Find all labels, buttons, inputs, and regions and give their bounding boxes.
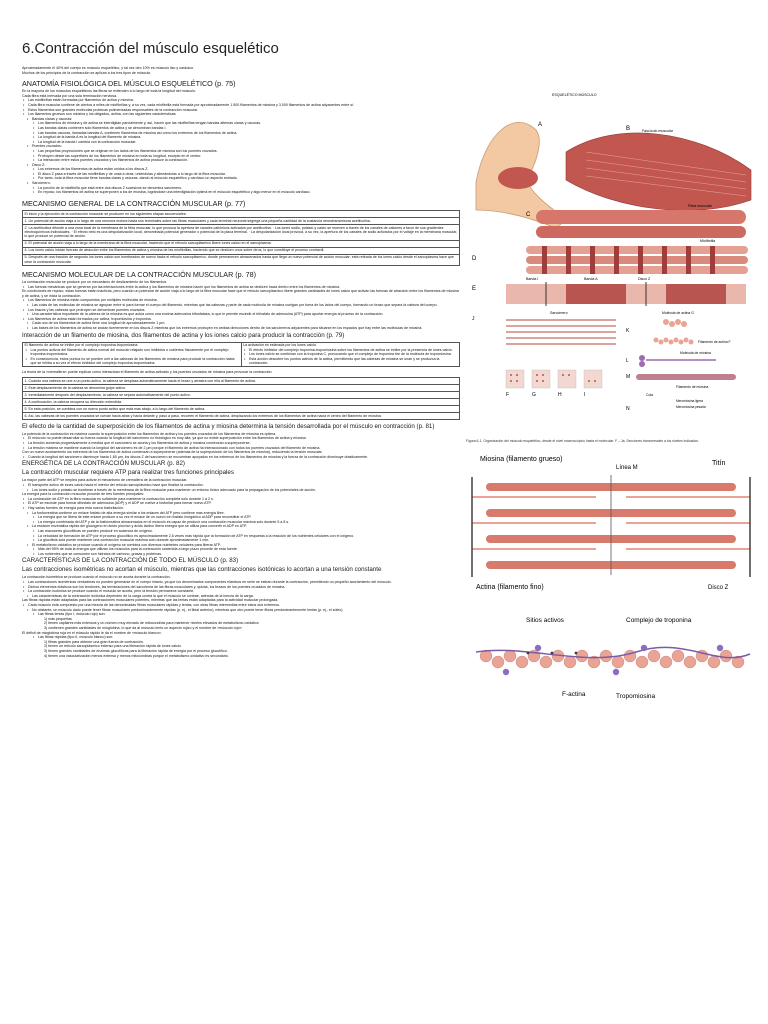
label-f-actina: F-actina [562, 691, 586, 699]
list-item: • Las colas de las moléculas de miosina se agrupan entre sí para formar el cuerpo del filamento, mientras que las cabezas y parte de cada molécula de miosina cuelgan por fuera de los lados del cuerpo, formando un brazo que separa la cabeza del cuerpo. [32, 303, 460, 308]
list-item: • El ATP se escinde para formar difosfato de adenosina (ADP) y el ADP se vuelve a fosforilar para formar nuevo ATP. [28, 501, 460, 506]
bullet-list [22, 321, 460, 330]
list-item: • El transporte activo de iones calcio hacia el interior del retículo sarcoplásmico hace que finalice la contracción. [28, 483, 460, 488]
paragraph: La contracción isométrica se produce cuando el músculo no se acorta durante la contracción. [22, 575, 171, 580]
table-cell: 2. La acetilcolina difunde a una zona local de la membrana de la fibra muscular, lo que provoca la apertura de canales catiónicos activados por acetilcolina. · Los iones sodio, potasio y calcio se mueven a través de los canales de cationes a favor de sus gradientes electroquímicos individuales. · El efecto neto es una despolarización local, denominada potencial generador o potencial de la placa terminal. · La despolarización local provoca, a su vez, la apertura de los canales de sodio activados por el voltaje en la membrana muscular, lo que produce un potencial de acción. [23, 224, 460, 240]
list-item: • La tensión máxima se mantiene cuando la longitud del sarcómero es de 2 µm porque el filamento de actina ha interaccionado con todos los puentes cruzados del filamento de miosina. [28, 446, 460, 451]
muscle-organization-figure [466, 70, 756, 432]
bullet-list [22, 515, 460, 524]
list-item: • La interacción entre estos puentes cruzados y los filamentos de actina produce la contracción. [38, 158, 460, 163]
paragraph: La energía para la contracción muscular procede de tres fuentes principales: [22, 492, 145, 497]
numbered-list [22, 617, 460, 631]
list-item: • El músculo no puede desarrollar su fuerza cuando la longitud del sarcómero no fisiológico es muy alta, ya que no existe superposición entre los filamentos de actina y miosina. [28, 436, 460, 441]
list-item: • Las bandas oscuras, llamadas bandas A, contienen filamentos de miosina así como los extremos de los filamentos de actina. [38, 131, 460, 136]
table-cell [23, 342, 242, 367]
bullet-list [22, 497, 460, 511]
paragraph: Las fibras rápidas están adaptadas para las contracciones musculares potentes, mientras que las lentas están adaptadas para la actividad muscular prolongada. [22, 598, 279, 603]
bullet-list [22, 455, 460, 460]
list-item: 3) contienen grandes cantidades de mioglobina, lo que da al músculo lento un aspecto rojizo y el nombre de «músculo rojo». [44, 626, 243, 630]
list-item: • Cada músculo está compuesto por una mezcla de las denominadas fibras musculares rápidas y lentas, con otras fibras intermedias entre estos dos extremos. [28, 603, 460, 608]
bullet-list [22, 580, 460, 589]
bullet-list [22, 167, 460, 181]
list-item: • La energía que se libera de este enlace produce a su vez el enlace de un nuevo ion fosfato inorgánico al ADP para reconstituir el ATP. [38, 515, 460, 520]
table-cell [241, 342, 460, 367]
label-disco-z2: Disco Z [708, 585, 729, 592]
letter-d: D [472, 256, 477, 262]
list-item: • Las contracciones isométricas verdaderas no pueden generarse en el cuerpo intacto, ya que los denominados componentes elásticos en serie se estiran durante la contracción, permitiendo un pequeño acortamiento del músculo. [28, 580, 460, 585]
section-subheading: Las contracciones isométricas no acortan el músculo, mientras que las contracciones isotónicas lo acortan a una tensión constante [22, 566, 382, 574]
bullet-list [22, 612, 460, 617]
label-actina-g: Molécula de actina G [662, 311, 694, 315]
cell-line: La activación es estimada por los iones calcio. [243, 343, 317, 348]
list-item: • La contracción de ATP en la fibra muscular es suficiente para mantener la contracción completa solo durante 1 a 2 s. [28, 497, 460, 502]
list-item: • Las características de la contracción isotónica dependen de la carga contra la que el músculo se contrae, además de la inercia de la carga. [32, 594, 460, 599]
cell-line: El filamento de actina se inhibe por el complejo troponina-tropomiosina. [24, 343, 139, 348]
paragraph: La teoría de la «cremallera» puede explicar cómo interactúan el filamento de actina activado y los puentes cruzados de miosina para provocar la contracción. [22, 370, 273, 375]
list-item: • Las fibras lentas (tipo I, músculo rojo) son: [38, 612, 460, 617]
list-item: • Las bandas claras contienen solo filamentos de actina y se denominan bandas I. [38, 126, 460, 131]
list-item: 2) tienen un retículo sarcoplásmico extenso para una liberación rápida de iones calcio. [44, 644, 182, 649]
tropomyosin-strand [476, 648, 750, 658]
table-cell: 4. Los iones calcio inician fuerzas de atracción entre los filamentos de actina y miosina de las miofibrillas, haciendo que se deslicen unos sobre otros, lo que constituye el proceso contráctil. [23, 247, 460, 254]
table-cell: 1. Cuando una cabeza se une a un punto activo, la cabeza se desplaza automáticamente hacia el brazo y arrastra con ella al filamento de actina. [23, 377, 460, 384]
letter-f: F [506, 392, 510, 398]
paragraph: En la mayoría de los músculos esqueléticos las fibras se extienden a lo largo de toda la longitud del músculo. [22, 89, 196, 94]
steps-table [22, 377, 460, 420]
letter-m: M [626, 374, 631, 380]
bullet-list [22, 149, 460, 163]
label-fasciculo: Fascículo muscular [642, 129, 673, 133]
table-cell: 6. Así, las cabezas de los puentes cruzados se curvan hacia atrás y hacia delante y, paso a paso, recorren el filamento de actina, desplazando los extremos de los filamentos de actina hacia el centro del filamento de miosina. [23, 412, 460, 419]
muscle-fibers [536, 210, 746, 238]
label-banda-i: Banda I [526, 277, 539, 281]
sarcomere-filaments-figure [466, 447, 756, 597]
list-item: • Esta acción descubre los puntos activos de la actina, permitiendo que las cabezas de miosina se unan y se produzca la contracción. [249, 357, 458, 366]
list-item: • Las fibras rápidas (tipo II, músculo blanco) son: [38, 635, 460, 640]
letter-b: B [626, 126, 631, 132]
label-titin: Titín [712, 460, 726, 468]
list-item: • Por tanto, toda la fibra muscular tiene bandas claras y oscuras, dando al músculo esquelético y cardíaco un aspecto estriado. [38, 176, 460, 181]
list-item: • Las bases de los filamentos de actina se anclan fuertemente en los discos Z mientras que los extremos protruyen en ambas direcciones dentro de los sarcómeros adyacentes para situarse en los espacios que hay entre las moléculas de miosina. [32, 326, 460, 331]
list-item: • Los filamentos gruesos son miosina y los delgados, actina, con las siguientes características: [28, 112, 460, 117]
table-cell: 3. El potencial de acción viaja a lo largo de la membrana de la fibra muscular, haciendo que el retículo sarcoplásmico libere iones calcio en el sarcoplasma. [23, 240, 460, 247]
table-cell: El inicio y la ejecución de la contracción muscular se producen en los siguientes etapas secuenciales: [23, 210, 460, 217]
label-molecula-miosina: Molécula de miosina [680, 351, 711, 355]
letter-j: J [472, 316, 475, 322]
list-item: • La tensión aumenta progresivamente a medida que el sarcómero se acorta y los filamentos de actina y miosina comienzan a superponerse. [28, 441, 460, 446]
section-heading: ENERGÉTICA DE LA CONTRACCIÓN MUSCULAR (p. 82) [22, 460, 185, 468]
label-sitios-activos: Sitios activos [526, 617, 564, 625]
paragraph: El déficit de mioglobina roja en el músculo rápido le da el nombre de «músculo blanco». [22, 630, 162, 635]
list-item: • En consecuencia, estos puntos no se pueden unir a las cabezas de los filamentos de miosina para producir la contracción hasta que se inhiba a su vez el efecto inhibidor del complejo troponina-tropomiosina. [31, 357, 240, 366]
list-item: 1) más pequeñas [44, 616, 72, 621]
label-disco-z: Disco Z [638, 277, 651, 281]
bullet-list [22, 436, 460, 450]
page-title: 6.Contracción del músculo esquelético [22, 40, 279, 57]
paragraph: La potencia de la contracción es máxima cuando la superposición entre los filamentos de actina y los puentes cruzados de los filamentos de miosina es óptima. [22, 431, 277, 436]
paragraph: La contracción muscular se produce por un mecanismo de deslizamiento de los filamentos. [22, 280, 168, 285]
table-cell: 4. A continuación, la cabeza recupera su dirección extendida. [23, 398, 460, 405]
list-item: • Los nutrientes que se consumen son hidratos de carbono, grasas y proteínas. [38, 552, 460, 557]
bullet-list [22, 121, 460, 144]
bullet-list [22, 186, 460, 195]
list-item: • En reposo, los filamentos de actina se superponen a los de miosina, lográndose una interdigitación óptima en el músculo esquelético y algo menor en el músculo cardíaco. [38, 190, 460, 195]
intro-line: Aproximadamente el 40% del cuerpo es músculo esquelético, y tal vez otro 10% es músculo liso y cardíaco. [22, 66, 194, 70]
label-filamento-miosina: Filamento de miosina [676, 385, 709, 389]
list-item: • La glucólisis sola puede mantener una contracción muscular máxima solo durante aproximadamente 1 min. [38, 538, 460, 543]
list-item: • Los puntos activos del filamento de actina normal del músculo relajado son inhibidos o cubiertos físicamente por el complejo troponina-tropomiosina. [31, 348, 240, 357]
label-banda-a: Banda A [584, 277, 598, 281]
label-meromiosina-ligera: Meromiosina ligera [676, 399, 703, 403]
figure-column [466, 70, 756, 713]
list-item: • Más del 95% de toda la energía que utilizan los músculos para la contracción sostenida a largo plazo procede de esta fuente. [38, 547, 460, 552]
list-item: • La longitud de la banda A es la longitud del filamento de miosina. [38, 135, 460, 140]
section-heading: ANATOMÍA FISIOLÓGICA DEL MÚSCULO ESQUELÉTICO (p. 75) [22, 79, 236, 89]
label-miosina-grueso: Miosina (filamento grueso) [480, 456, 563, 464]
label-actina-f: Filamento de actina F [698, 340, 731, 344]
interaction-table [22, 342, 460, 368]
section-heading: Interacción de un filamento de miosina, dos filamentos de actina y los iones calcio para producir la contracción (p. 79) [22, 331, 345, 339]
figure-caption: Figura 6-1. Organización del músculo esquelético, desde el nivel macroscópico hasta el molecular. F – Ja. Secciones transversales a los niveles indicados. [466, 439, 699, 443]
list-item: • Cada fibra muscular contiene de cientos a miles de miofibrillas y, a su vez, cada miofibrilla está formada por aproximadamente 1.500 filamentos de miosina y 3.000 filamentos de actina adyacentes entre sí. [28, 103, 460, 108]
letter-e: E [472, 286, 477, 292]
letter-n: N [626, 406, 630, 412]
list-item: • Los iones sodio y potasio se bombean a través de la membrana de la fibra muscular para mantener un entorno iónico adecuado para la propagación de los potenciales de acción. [32, 488, 460, 493]
table-cell: 2. Este desplazamiento de la cabeza se denomina golpe activo. [23, 384, 460, 391]
list-item: • Disco Z: [32, 163, 460, 168]
table-cell: 5. Después de una fracción de segundo los iones calcio son bombeados de nuevo hacia el retículo sarcoplásmico, donde permanecen almacenados hasta que llega un nuevo potencial de acción muscular; esta retirada de los iones calcio desde el sarcoplasma hace que cese la contracción muscular. [23, 254, 460, 265]
list-item: • La porción de la miofibrilla que está entre dos discos Z sucesivos se denomina sarcómero. [38, 186, 460, 191]
bullet-list [22, 547, 460, 556]
list-item: • El disco Z pasa a través de las miofibrillas y de unas a otras, uniéndolas y alineándolas a lo largo de la fibra muscular. [38, 172, 460, 177]
f-actin-beads [480, 650, 744, 668]
list-item: • No obstante, un músculo dado puede tener fibras musculares predominantemente rápidas (p. ej., el tibial anterior), mientras que otro puede tener fibras predominantemente lentas (p. ej., el sóleo). [32, 608, 460, 613]
section-heading: MECANISMO GENERAL DE LA CONTRACCIÓN MUSCULAR (p. 77) [22, 198, 246, 208]
paragraph: En condiciones de reposo, estas fuerzas están inactivas, pero cuando un potencial de acción viaja a lo largo de la fibra muscular hace que el retículo sarcoplásmico libere grandes cantidades de iones calcio que activan las fuerzas de atracción entre los filamentos de miosina y de actina, y se inicia la contracción. [22, 289, 459, 298]
list-item: • Los filamentos de miosina y de actina se interdigitan parcialmente y, así, hacen que las miofibrillas tengan bandas alternas claras y oscuras. [38, 121, 460, 126]
list-item: • Sarcómero: [32, 181, 460, 186]
letter-g: G [532, 392, 536, 398]
list-item: • Bandas claras y oscuras: [32, 117, 460, 122]
list-item: 4) tienen una vascularización menos extensa y menos mitocondrias porque el metabolismo oxidativo es secundario. [44, 653, 229, 658]
table-cell: 3. Inmediatamente después del desplazamiento, la cabeza se separa automáticamente del punto activo. [23, 391, 460, 398]
paragraph: Con un nuevo acortamiento los extremos de los filamentos de actina comienzan a superponerse (además de la superposición de los filamentos de miosina), reduciendo la tensión muscular. [22, 450, 323, 455]
list-item: • Las reacciones glucolíticas se pueden producir en ausencia de oxígeno. [38, 529, 460, 534]
label-tropomiosina: Tropomiosina [616, 693, 656, 701]
thin-filament-figure [466, 608, 756, 708]
label-miofibrilla: Miofibrilla [700, 239, 716, 243]
section-heading: CARACTERÍSTICAS DE LA CONTRACCIÓN DE TODO EL MÚSCULO (p. 83) [22, 557, 239, 565]
list-item: • Dichos elementos elásticos son los tendones, las terminaciones del sarcolema de las fibras musculares y, quizás, los brazos de los puentes cruzados de miosina. [28, 585, 460, 590]
bullet-list [22, 594, 460, 599]
bullet-list [22, 488, 460, 493]
label-actina-fino: Actina (filamento fino) [476, 584, 544, 592]
list-item: • Los brazos y las cabezas que protruyen se denominan puentes cruzados. [28, 308, 460, 313]
list-item: • La energía combinada del ATP y de la fosfocreatina almacenados en el músculo es capaz de producir una contracción muscular máxima solo durante 5 a 8 s. [38, 520, 460, 525]
letter-a: A [538, 122, 543, 128]
letter-c: C [526, 212, 531, 218]
list-item: • La longitud de la banda I cambia con la contracción muscular. [38, 140, 460, 145]
biceps-illustration [498, 167, 538, 189]
bullet-list [22, 98, 460, 116]
list-item: 2) tienen capilares más extensos y un número muy elevado de mitocondrias para mantener niveles elevados de metabolismo oxidativo [44, 621, 259, 626]
bullet-list [22, 285, 460, 290]
list-item: • Cada uno de los filamentos de actina tiene una longitud de aproximadamente 1 µm. [32, 321, 460, 326]
myosin-filament [636, 374, 736, 380]
label-complejo-troponina: Complejo de troponina [626, 617, 692, 625]
paragraph: Cada fibra está inervada por una sola terminación nerviosa. [22, 93, 118, 98]
label-meromiosina-pesada: Meromiosina pesada [676, 405, 706, 409]
intro-line: Muchos de los principios de la contracción se aplican a los tres tipos de músculo. [22, 70, 152, 75]
list-item: 3) tienen grandes cantidades de enzimas glucolíticas para la liberación rápida de energía por el proceso glucolítico. [44, 648, 228, 653]
list-item: • El metabolismo oxidativo se produce cuando el oxígeno se combina con diversos nutrientes celulares para liberar ATP. [32, 543, 460, 548]
list-item: • Las miofibrillas están formadas por filamentos de actina y miosina. [28, 98, 460, 103]
letter-l: L [626, 358, 629, 364]
text-column [22, 66, 460, 658]
label-sarcomero: Sarcómero [550, 311, 568, 315]
list-item: • Los iones calcio se combinan con la troponina C, provocando que el complejo de troponina tire de la molécula de tropomiosina. [249, 352, 458, 356]
list-item: • Cuando la longitud del sarcómero disminuye hasta 1,65 µm, los discos Z del sarcómero se encuentran apoyados en los extremos de los filamentos de miosina y la fuerza de la contracción disminuye drásticamente. [28, 455, 460, 460]
label-fibra: Fibra muscular [688, 204, 712, 208]
list-item: • Estos filamentos son grandes moléculas proteicas polimerizadas responsables de la contracción muscular. [28, 108, 460, 113]
section-heading: MECANISMO MOLECULAR DE LA CONTRACCIÓN MUSCULAR (p. 78) [22, 270, 257, 280]
sarcomere [506, 282, 746, 306]
mechanism-table [22, 210, 460, 266]
list-item: • El efecto inhibidor del complejo troponina-tropomiosina sobre los filamentos de actina se inhibe por la presencia de iones calcio. [249, 348, 458, 352]
list-item: • Los filamentos de actina están formados por actina, tropomiosina y troponina. [28, 317, 460, 322]
list-item: • La contracción isotónica se produce cuando el músculo se acorta, pero la tensión permanece constante. [28, 589, 460, 594]
list-item: • La fosfocreatina contiene un enlace fosfato de alta energía similar a los enlaces del ATP pero contiene más energía libre. [32, 511, 460, 516]
letter-h: H [558, 392, 562, 398]
bullet-list [22, 529, 460, 543]
letter-k: K [626, 328, 630, 334]
list-item: • Las fuerzas mecánicas que se generan por las interacciones entre la actina y los filamentos de miosina hacen que los filamentos de actina se deslicen hacia dentro entre los filamentos de miosina. [28, 285, 460, 290]
table-cell: 5. En esta posición, se combina con un nuevo punto activo que está más abajo, a lo largo del filamento de actina. [23, 405, 460, 412]
list-item: • Protruyen desde las superficies de los filamentos de miosina en toda su longitud, excepto en el centro. [38, 154, 460, 159]
muscle-label: ESQUELÉTICO MÚSCULO [552, 93, 597, 97]
list-item: • Puentes cruzados: [32, 144, 460, 149]
list-item: • Hay varias fuentes de energía para esta nueva fosforilación. [28, 506, 460, 511]
paragraph: La mayor parte del ATP se emplea para activar el mecanismo de cremallera de la contracción muscular. [22, 478, 188, 483]
numbered-list [22, 640, 460, 658]
list-item: • La velocidad de formación de ATP por el proceso glucolítico es aproximadamente 2,5 veces más rápida que la formación de ATP en respuesta a la reacción de los nutrientes celulares con el oxígeno. [38, 534, 460, 539]
bullet-list [22, 635, 460, 640]
list-item: • Una característica importante de la cabeza de la miosina es que actúa como una enzima adenosina trifosfatasa, lo que le permite escindir el trifosfato de adenosina (ATP) para aportar energía al proceso de la contracción. [32, 312, 460, 317]
table-cell: 1. Un potencial de acción viaja a lo largo de una neurona motora hasta sus terminales sobre las fibras musculares y cada terminal neuronal segrega una pequeña cantidad de la sustancia neurotransmisora acetilcolina. [23, 217, 460, 224]
list-item: • La escisión enzimática rápida del glucógeno en ácido pirúvico y ácido láctico libera energía que se utiliza para convertir el ADP en ATP. [32, 524, 460, 529]
section-heading: El efecto de la cantidad de superposición de los filamentos de actina y miosina determina la tensión desarrollada por el músculo en contracción (p. 81) [22, 422, 435, 430]
list-item: • Los filamentos de miosina están compuestos por múltiples moléculas de miosina. [28, 298, 460, 303]
section-subheading: La contracción muscular requiere ATP para realizar tres funciones principales [22, 469, 234, 477]
list-item: • Las pequeñas proyecciones que se originan en los lados de los filamentos de miosina son los puentes cruzados. [38, 149, 460, 154]
letter-i: I [584, 392, 586, 398]
list-item: • Los extremos de los filamentos de actina están unidos a los discos Z. [38, 167, 460, 172]
label-linea-m: Línea M [616, 465, 638, 472]
list-item: 1) fibras grandes para obtener una gran fuerza de contracción. [44, 639, 144, 644]
label-cola: Cola [646, 393, 653, 397]
